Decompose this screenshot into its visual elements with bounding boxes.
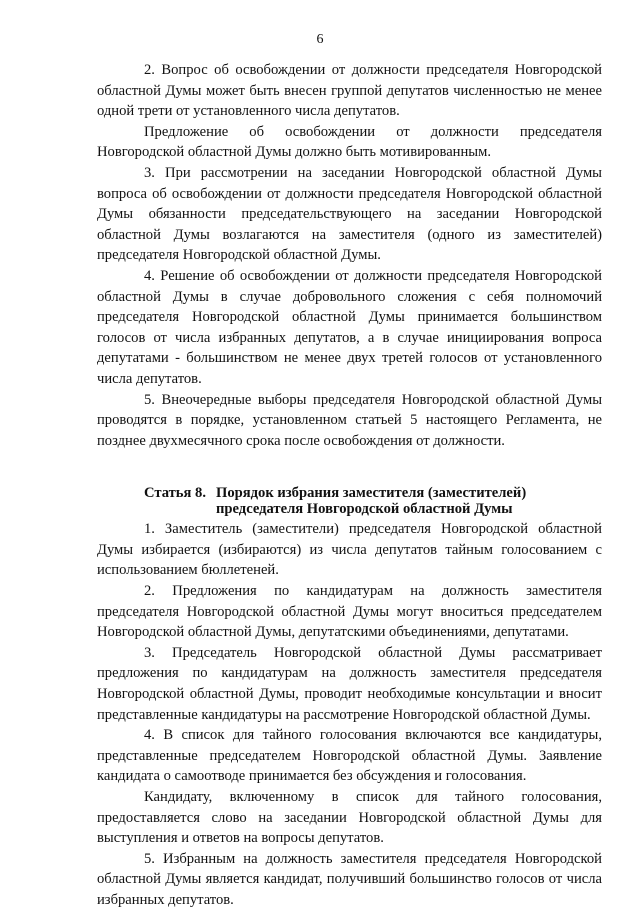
paragraph: 4. Решение об освобождении от должности председателя Новгородской областной Думы в случае добровольного сложения с себя полномочий председателя Новгородской областной Думы принимается большинством голосов от числа избранных депутатов, а в случае инициирования вопроса депутатами - большинством не менее двух третей голосов от установленного числа депутатов. [97,267,602,387]
paragraph: 3. При рассмотрении на заседании Новгородской областной Думы вопроса об освобождении от должности председателя Новгородской областной Думы обязанности председательствующего на заседании Новгородской областной Думы возлагаются на заместителя (одного из заместителей) председателя Новгородской областной Думы. [97,164,602,264]
paragraph: Кандидату, включенному в список для тайного голосования, предоставляется слово на заседании Новгородской областной Думы для выступления и ответов на вопросы депутатов. [97,789,602,847]
paragraph: 2. Вопрос об освобождении от должности председателя Новгородской областной Думы может быть внесен группой депутатов численностью не менее одной трети от установленного числа депутатов. [97,62,602,120]
paragraph: Предложение об освобождении от должности председателя Новгородской областной Думы должно быть мотивированным. [97,123,602,161]
paragraph: 5. Внеочередные выборы председателя Новгородской областной Думы проводятся в порядке, установленном статьей 5 настоящего Регламента, не позднее двухмесячного срока после освобождения от должности. [97,391,602,449]
paragraph: 2. Предложения по кандидатурам на должность заместителя председателя Новгородской областной Думы могут вноситься председателем Новгородской областной Думы, депутатскими объединениями, депутатами. [97,583,602,641]
page-number: 6 [316,32,324,47]
article-number: Статья 8. [144,485,206,502]
article-heading [97,485,602,517]
paragraph: 1. Заместитель (заместители) председателя Новгородской областной Думы избирается (избираются) из числа депутатов тайным голосованием с использованием бюллетеней. [97,521,602,579]
paragraph: 4. В список для тайного голосования включаются все кандидатуры, представленные председателем Новгородской областной Думы. Заявление кандидата о самоотводе принимается без обсуждения и голосования. [97,727,602,785]
document-body [97,60,602,911]
paragraph: 3. Председатель Новгородской областной Думы рассматривает предложения по кандидатурам на должность заместителя председателя Новгородской областной Думы, проводит необходимые консультации и вносит представленные кандидатуры на рассмотрение Новгородской областной Думы. [97,644,602,723]
paragraph: 5. Избранным на должность заместителя председателя Новгородской областной Думы является кандидат, получивший большинство голосов от числа избранных депутатов. [97,850,602,908]
article-title: Порядок избрания заместителя (заместителей) председателя Новгородской областной Думы [216,485,527,518]
